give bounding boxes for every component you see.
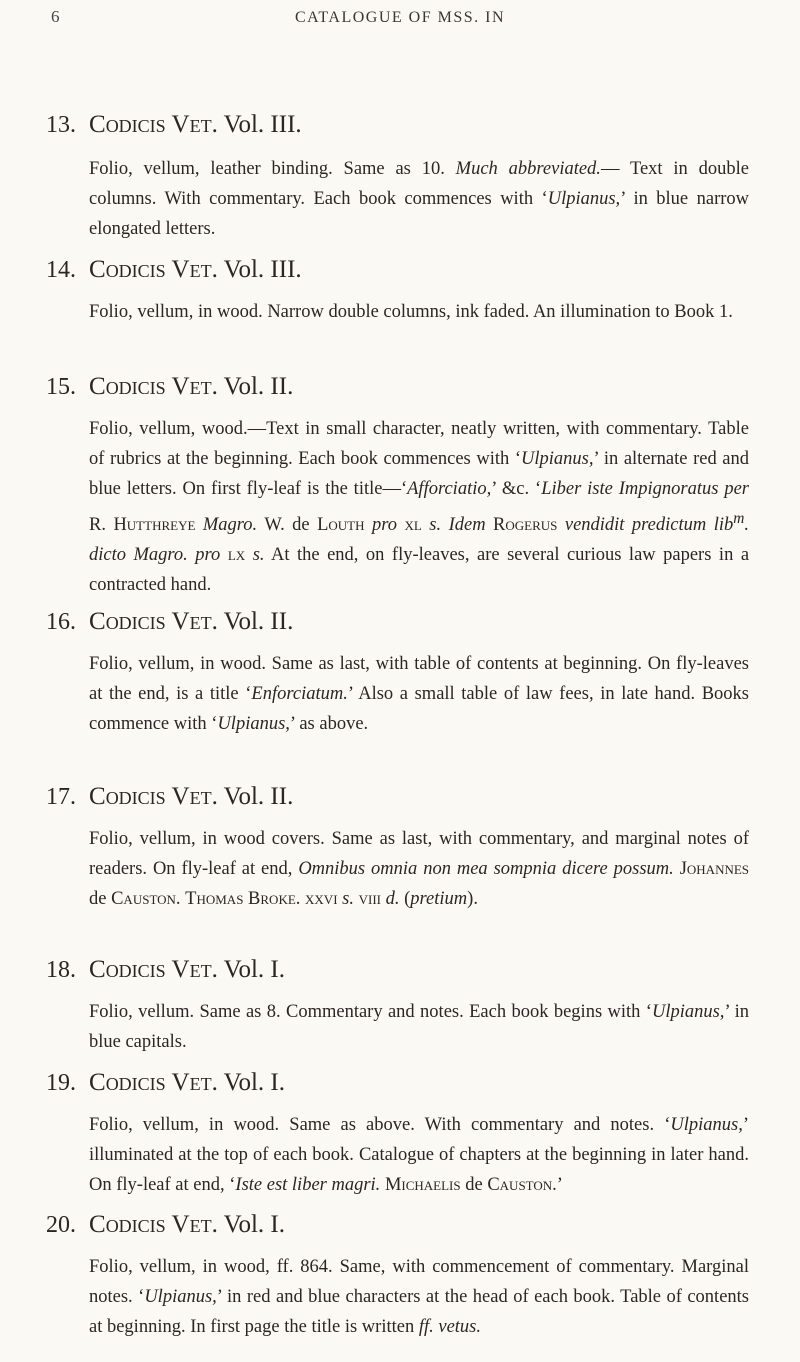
- entry-description: Folio, vellum, in wood. Narrow double columns, ink faded. An illumination to Book 1.: [89, 302, 733, 322]
- entry-number: 15.: [46, 374, 76, 400]
- running-head: CATALOGUE OF MSS. IN: [294, 9, 506, 26]
- entry-number: 14.: [46, 257, 76, 283]
- entry-number: 19.: [46, 1070, 76, 1096]
- entry-description: Folio, vellum, in wood covers. Same as last, with commentary, and marginal notes of readers. On fly-leaf at end, Omnibus omnia non mea sompnia dicere possum. Johannes de Causton. Thomas Broke. xxvi s. viii d. (pretium).: [89, 829, 750, 909]
- entry-number: 17.: [46, 784, 76, 810]
- entry-heading: Codicis Vet. Vol. II.: [89, 373, 294, 400]
- entry-description: Folio, vellum, in wood, ff. 864. Same, with commencement of commentary. Marginal notes. ‘Ulpianus,’ in red and blue characters at the head of each book. Table of contents at beginning. In first page the title is written ff. vetus.: [89, 1257, 750, 1337]
- entry-heading: Codicis Vet. Vol. I.: [89, 956, 285, 983]
- entry-heading: Codicis Vet. Vol. III.: [89, 256, 302, 283]
- entry-description: Folio, vellum, in wood. Same as last, with table of contents at beginning. On fly-leaves at the end, is a title ‘Enforciatum.’ Also a small table of law fees, in late hand. Books commence with ‘Ulpianus,’ as above.: [89, 654, 749, 734]
- entry-heading: Codicis Vet. Vol. I.: [89, 1069, 285, 1096]
- entry-description: Folio, vellum. Same as 8. Commentary and notes. Each book begins with ‘Ulpianus,’ in blue capitals.: [89, 1002, 749, 1052]
- entry-number: 16.: [46, 609, 76, 635]
- entry-number: 13.: [46, 112, 76, 138]
- entry-number: 20.: [46, 1212, 76, 1238]
- page-number: 6: [51, 7, 60, 26]
- entry-description: Folio, vellum, in wood. Same as above. With commentary and notes. ‘Ulpianus,’ illuminated at the top of each book. Catalogue of chapters at the beginning in later hand. On fly-leaf at end, ‘Iste est liber magri. Michaelis de Causton.’: [89, 1115, 749, 1195]
- entry-heading: Codicis Vet. Vol. I.: [89, 1211, 285, 1238]
- entry-heading: Codicis Vet. Vol. II.: [89, 783, 294, 810]
- entry-description: Folio, vellum, leather binding. Same as 10. Much abbreviated.— Text in double columns. With commentary. Each book commences with ‘Ulpianus,’ in blue narrow elongated letters.: [89, 159, 750, 239]
- entry-heading: Codicis Vet. Vol. II.: [89, 608, 294, 635]
- entry-number: 18.: [46, 957, 76, 983]
- entry-description: Folio, vellum, wood.—Text in small character, neatly written, with commentary. Table of rubrics at the beginning. Each book commences with ‘Ulpianus,’ in alternate red and blue letters. On first fly-leaf is the title—‘Afforciatio,’ &c. ‘Liber iste Impignoratus per R. Hutthreye Magro. W. de Louth pro xl s. Idem Rogerus vendidit predictum lib$^m$. dicto Magro. pro lx s. At the end, on fly-leaves, are several curious law papers in a contracted hand.: [89, 419, 750, 596]
- entry-heading: Codicis Vet. Vol. III.: [89, 111, 302, 138]
